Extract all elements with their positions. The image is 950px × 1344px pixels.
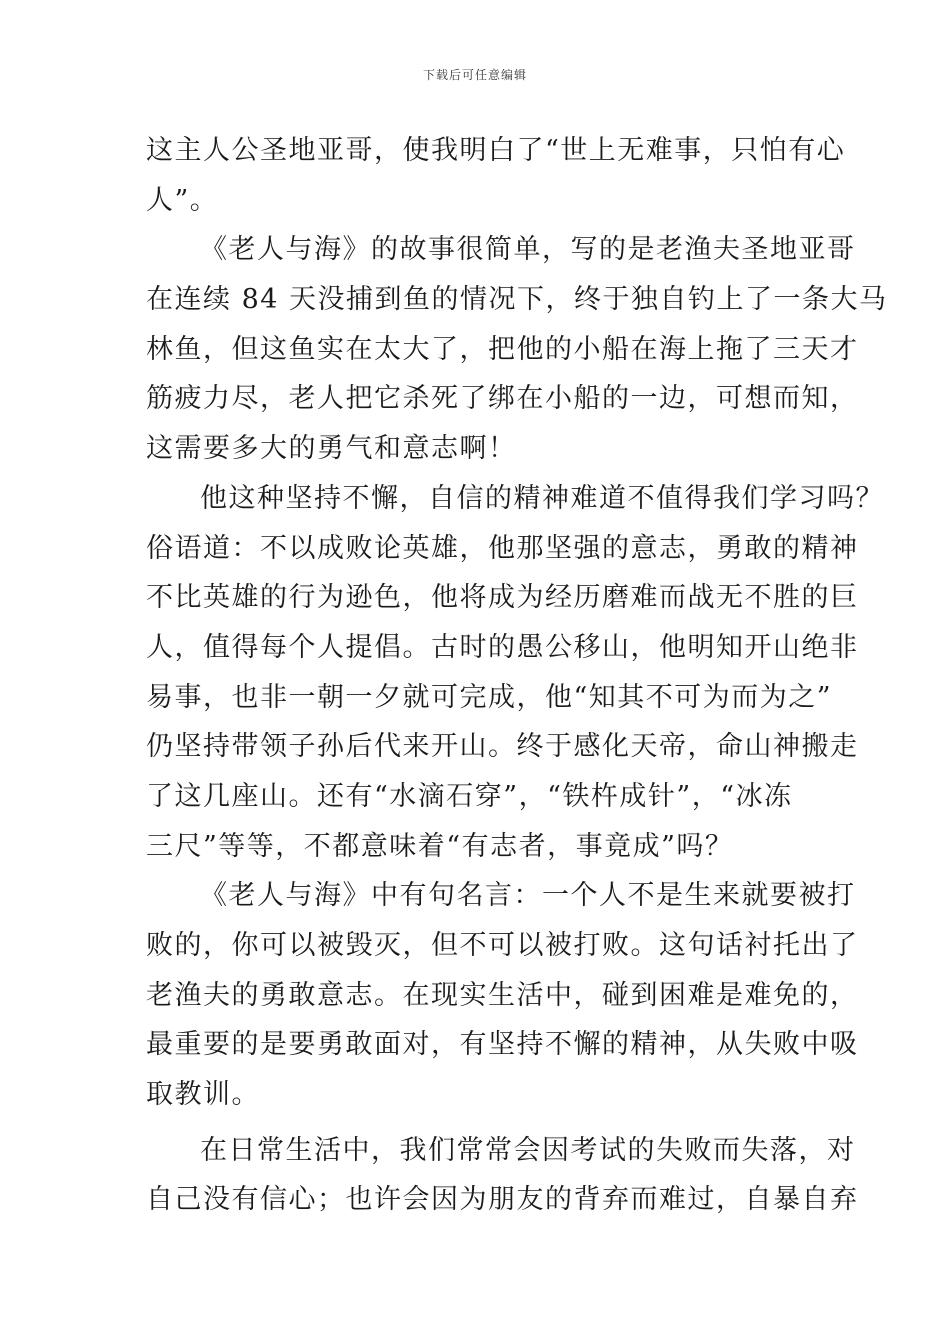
text-line: 三尺”等等，不都意味着“有志者，事竟成”吗？ [146,830,734,862]
text-line: 自己没有信心；也许会因为朋友的背弃而难过，自暴自弃 [146,1184,859,1216]
text-line: 仍坚持带领子孙后代来开山。终于感化天帝，命山神搬走 [146,731,859,763]
paragraph [146,225,888,473]
text-line: 取教训。 [146,1079,260,1111]
paragraph [146,871,859,1119]
document-body [146,126,888,1225]
text-line: 在日常生活中，我们常常会因考试的失败而失落，对 [200,1134,856,1166]
text-line: 林鱼，但这鱼实在太大了，把他的小船在海上拖了三天才 [146,333,859,365]
text-line: 《老人与海》中有句名言：一个人不是生来就要被打 [200,880,856,912]
paragraph [146,1126,859,1225]
page-header: 下载后可任意编辑 [422,68,527,82]
text-line: 败的，你可以被毁灭，但不可以被打败。这句话衬托出了 [146,930,859,961]
text-line: 最重要的是要勇敢面对，有坚持不懈的精神，从失败中吸 [146,1029,859,1061]
text-line: 易事，也非一朝一夕就可完成，他“知其不可为而为之” [146,681,833,713]
text-line: 这需要多大的勇气和意志啊！ [146,433,517,465]
text-line: 这主人公圣地亚哥，使我明白了“世上无难事，只怕有心 [146,135,846,166]
text-line: 在连续 84 天没捕到鱼的情况下，终于独自钓上了一条大马 [146,284,888,316]
text-line: 筋疲力尽，老人把它杀死了绑在小船的一边，可想而知， [146,383,859,415]
text-line: 老渔夫的勇敢意志。在现实生活中，碰到困难是难免的， [146,979,859,1011]
text-line: 不比英雄的行为逊色，他将成为经历磨难而战无不胜的巨 [146,582,859,614]
text-line: 人，值得每个人提倡。古时的愚公移山，他明知开山绝非 [146,631,859,663]
paragraph [146,126,846,225]
text-line: 他这种坚持不懈，自信的精神难道不值得我们学习吗？ [200,482,884,514]
paragraph [146,474,884,872]
text-line: 《老人与海》的故事很简单，写的是老渔夫圣地亚哥 [200,234,856,266]
text-line: 人”。 [146,184,219,216]
text-line: 了这几座山。还有“水滴石穿”，“铁杵成针”，“冰冻 [146,780,793,812]
text-line: 俗语道：不以成败论英雄，他那坚强的意志，勇敢的精神 [146,532,859,564]
